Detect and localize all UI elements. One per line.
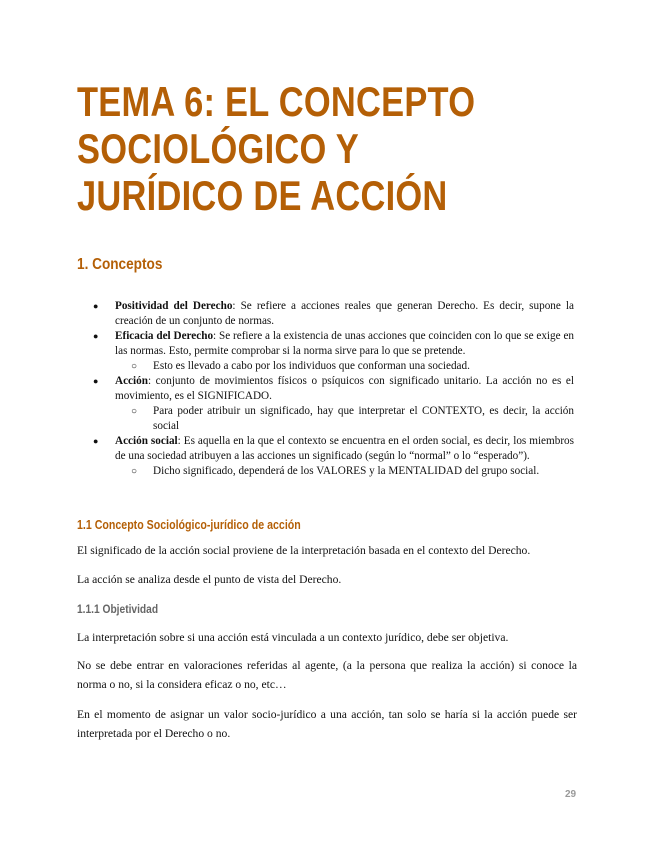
list-item — [93, 299, 574, 329]
paragraph: En el momento de asignar un valor socio-jurídico a una acción, tan solo se haría si la acción puede ser interpretada por el Derecho o no. — [77, 708, 577, 740]
paragraph: La interpretación sobre si una acción está vinculada a un contexto jurídico, debe ser objetiva. — [77, 631, 509, 644]
page-number: 29 — [565, 789, 577, 800]
sub-list — [115, 464, 574, 479]
term-label: Acción social — [115, 435, 178, 447]
page-title — [77, 78, 503, 219]
sub-list-item: ○ Dicho significado, dependerá de los VALORES y la MENTALIDAD del grupo social. — [153, 464, 574, 479]
title-line: SOCIOLÓGICO Y — [77, 125, 359, 172]
list-item — [93, 374, 574, 434]
list-item — [93, 434, 574, 479]
term-definition: : conjunto de movimientos físicos o psíquicos con significado unitario. La acción no es el movimiento, es el SIGNIFICADO. — [115, 375, 574, 402]
title-line: JURÍDICO DE ACCIÓN — [77, 172, 448, 219]
sub-list-item: ○ Esto es llevado a cabo por los individuos que conforman una sociedad. — [153, 359, 574, 374]
sub-list — [115, 359, 574, 374]
list-item — [93, 329, 574, 374]
term-label: Positividad del Derecho — [115, 300, 233, 312]
term-definition: : Se refiere a la existencia de unas acciones que coinciden con lo que se exige en las normas. Esto, permite comprobar si la norma sirve para lo que se pretende. — [115, 330, 574, 357]
paragraph: El significado de la acción social proviene de la interpretación basada en el contexto del Derecho. — [77, 544, 531, 557]
sub-list-item: ○ Para poder atribuir un significado, hay que interpretar el CONTEXTO, es decir, la acción social — [153, 404, 574, 434]
subsubsection-heading: 1.1.1 Objetividad — [77, 602, 159, 616]
term-definition: : Se refiere a acciones reales que generan Derecho. Es decir, supone la creación de un conjunto de normas. — [115, 300, 574, 327]
term-label: Acción — [115, 375, 148, 387]
term-label: Eficacia del Derecho — [115, 330, 214, 342]
concept-list — [93, 299, 574, 479]
sub-list — [115, 404, 574, 434]
subsection-heading: 1.1 Concepto Sociológico-jurídico de acción — [77, 518, 301, 532]
paragraph: La acción se analiza desde el punto de vista del Derecho. — [77, 573, 342, 586]
title-line: TEMA 6: EL CONCEPTO — [77, 78, 476, 125]
term-definition: : Es aquella en la que el contexto se encuentra en el orden social, es decir, los miembros de una sociedad atribuyen a las acciones un significado (según lo “normal” o lo “esperado”). — [115, 435, 574, 462]
section-heading: 1. Conceptos — [77, 256, 163, 273]
paragraph: No se debe entrar en valoraciones referidas al agente, (a la persona que realiza la acción) si conoce la norma o no, si la considera eficaz o no, etc… — [77, 659, 577, 691]
